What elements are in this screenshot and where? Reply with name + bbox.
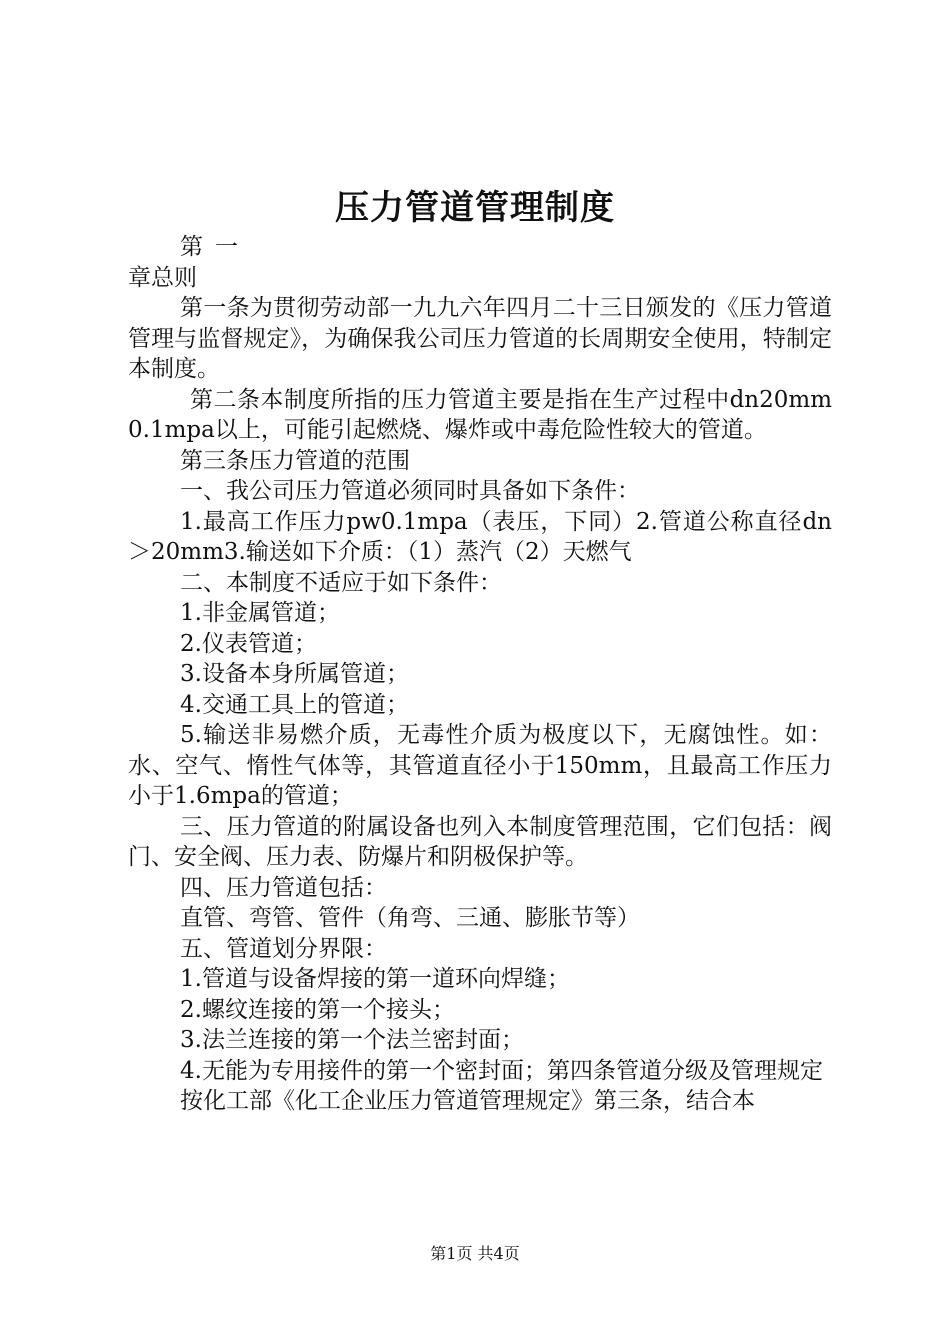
document-body [128,232,832,1117]
paragraph: 五、管道划分界限： [180,935,387,962]
paragraph: 按化工部《化工企业压力管道管理规定》第三条，结合本 [180,1088,755,1114]
list-item: 3.设备本身所属管道； [180,661,409,687]
paragraph: 四、压力管道包括： [180,874,387,901]
list-item: 1.非金属管道； [180,600,340,626]
document-title: 压力管道管理制度 [335,188,615,228]
page-footer: 第1页 共4页 [430,1244,520,1263]
list-item: 5.输送非易燃介质，无毒性介质为极度以下，无腐蚀性。如：水、空气、惰性气体等，其管道直径小于150mm，且最高工作压力小于1.6mpa的管道； [128,722,832,809]
paragraph: 1.最高工作压力pw0.1mpa（表压，下同）2.管道公称直径dn＞20mm3.输送如下介质：（1）蒸汽（2）天燃气 [128,508,832,565]
paragraph: 一、我公司压力管道必须同时具备如下条件： [180,478,640,504]
chapter-heading: 第一章总则 [128,234,238,291]
section-heading: 第三条压力管道的范围 [180,447,410,474]
list-item: 3.法兰连接的第一个法兰密封面； [180,1027,524,1053]
paragraph: 三、压力管道的附属设备也列入本制度管理范围，它们包括：阀门、安全阀、压力表、防爆片和阴极保护等。 [128,813,832,870]
list-item: 1.管道与设备焊接的第一道环向焊缝； [180,966,570,992]
list-item: 4.无能为专用接件的第一个密封面；第四条管道分级及管理规定 [180,1057,823,1084]
list-item: 2.仪表管道； [180,630,317,657]
paragraph: 二、本制度不适应于如下条件： [180,569,502,596]
paragraph: 直管、弯管、管件（角弯、三通、膨胀节等） [180,905,640,931]
list-item: 4.交通工具上的管道； [180,691,409,718]
paragraph: 第一条为贯彻劳动部一九九六年四月二十三日颁发的《压力管道管理与监督规定》，为确保我公司压力管道的长周期安全使用，特制定本制度。 [128,295,832,382]
list-item: 2.螺纹连接的第一个接头； [180,996,455,1023]
paragraph: 第二条本制度所指的压力管道主要是指在生产过程中dn20mm0.1mpa以上，可能引起燃烧、爆炸或中毒危险性较大的管道。 [128,386,832,443]
